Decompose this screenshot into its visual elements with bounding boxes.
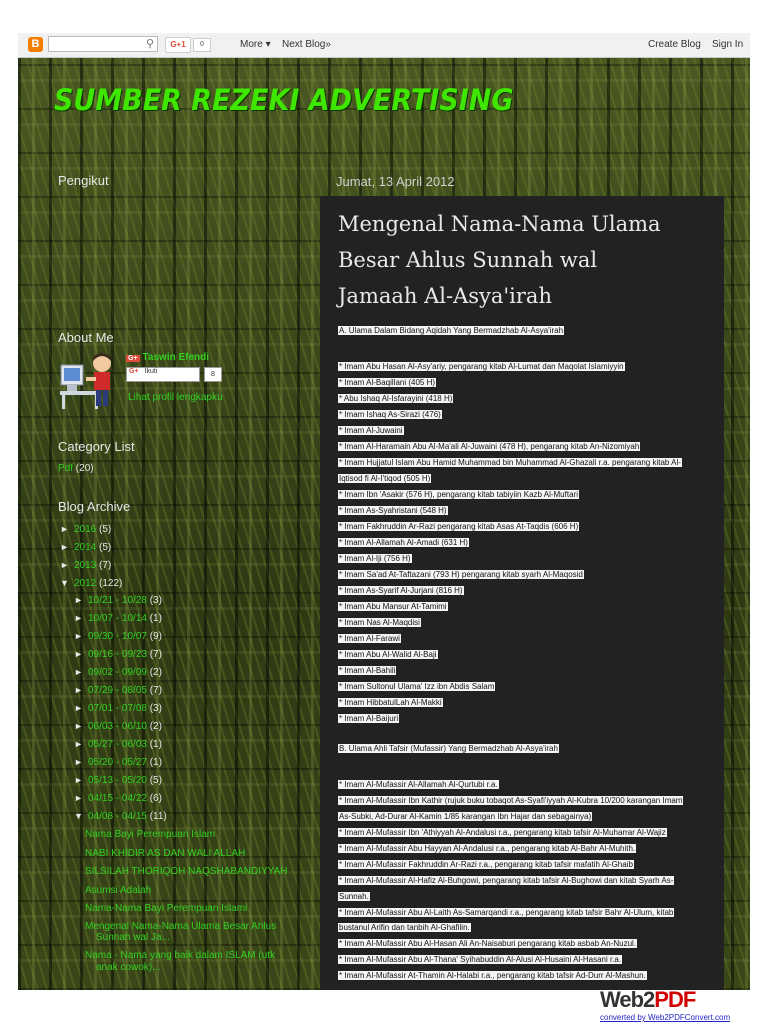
post-title-line: Mengenal Nama-Nama Ulama	[338, 212, 661, 236]
archive-week-link[interactable]: 09/16 - 09/23	[88, 649, 147, 660]
follow-count: 8	[204, 367, 222, 382]
blogger-logo-icon[interactable]: B	[28, 37, 43, 52]
archive-week-count: (7)	[149, 685, 162, 696]
archive-week	[74, 667, 162, 678]
post-container	[320, 196, 724, 990]
post-line	[338, 939, 637, 949]
post-line	[338, 522, 579, 532]
archive-heading: Blog Archive	[58, 499, 131, 514]
post-line	[338, 955, 622, 965]
expand-arrow-icon[interactable]: ►	[74, 595, 83, 605]
next-blog-link[interactable]: Next Blog»	[282, 39, 331, 50]
post-line-text: * Imam Sultonul Ulama' Izz ibn Abdis Salam	[339, 682, 495, 691]
archive-post-link[interactable]: Mengenal Nama-Nama Ulama Besar Ahlus	[85, 921, 277, 932]
archive-week-count: (2)	[149, 721, 162, 732]
archive-week	[74, 649, 162, 660]
post-line-text: * Imam Ishaq As-Sirazi (476)	[339, 410, 441, 419]
post-line-text: bustanul Arifin dan tanbih Al-Ghafilin.	[339, 923, 470, 932]
archive-week-count: (1)	[149, 613, 162, 624]
post-line-text: * Imam Al-Mufassir Abu Al-Laith As-Samarqandi r.a., pengarang kitab tafsir Bahr Al-Ulum, kitab	[339, 908, 674, 917]
post-line	[338, 698, 443, 708]
post-line-text: * Imam Nas Al-Maqdisi	[339, 618, 420, 627]
post-line	[338, 442, 640, 452]
archive-year-link[interactable]: 2013	[74, 560, 97, 571]
archive-post-link[interactable]: Nama Bayi Perempuan Islam	[85, 829, 216, 840]
post-line-text: * Imam Al-Mufassir Ibn 'Athiyyah Al-Andalusi r.a., pengarang kitab tafsir Al-Muharrar Al-Wajiz	[339, 828, 666, 837]
post-line-text: * Imam Al-Baijuri	[339, 714, 399, 723]
archive-week-link[interactable]: 06/03 - 06/10	[88, 721, 147, 732]
post-line	[338, 796, 683, 806]
archive-week-link[interactable]: 04/15 - 04/22	[88, 793, 147, 804]
post-line-text: * Imam Al-Farawi	[339, 634, 400, 643]
post-line	[338, 744, 559, 754]
archive-post-link-cont[interactable]: anak cowok)...	[96, 962, 161, 973]
web2pdf-watermark[interactable]	[600, 987, 730, 1022]
post-line	[338, 876, 674, 886]
sign-in-link[interactable]: Sign In	[712, 39, 744, 50]
archive-year-link[interactable]: 2012	[74, 578, 97, 589]
expand-arrow-icon[interactable]: ►	[74, 775, 83, 785]
archive-year-link[interactable]: 2014	[74, 542, 97, 553]
archive-week-count: (1)	[149, 739, 162, 750]
post-line	[338, 474, 431, 484]
archive-week-link[interactable]: 05/20 - 05/27	[88, 757, 147, 768]
archive-week-link[interactable]: 05/27 - 06/03	[88, 739, 147, 750]
archive-week-count: (7)	[149, 649, 162, 660]
post-line	[338, 362, 625, 372]
follow-button[interactable]	[126, 367, 200, 382]
chevron-down-icon: ▾	[265, 39, 271, 50]
post-line-text: * Imam Al-Mufassir Abu Hayyan Al-Andalusi r.a., pengarang kitab Al-Bahr Al-Muhith.	[339, 844, 636, 853]
post-line-text: * Imam As-Syahristani (548 H)	[339, 506, 447, 515]
post-line	[338, 570, 584, 580]
archive-post-link[interactable]: NABI KHIDIR AS DAN WALI ALLAH	[85, 848, 246, 859]
post-line-text: * Abu Ishaq Al-Isfarayini (418 H)	[339, 394, 453, 403]
archive-week-count: (2)	[149, 667, 162, 678]
post-line	[338, 780, 499, 790]
archive-week	[74, 793, 162, 804]
archive-post-link[interactable]: Nama - Nama yang baik dalam ISLAM (utk	[85, 950, 276, 961]
archive-week-link[interactable]: 05/13 - 05/20	[88, 775, 147, 786]
post-line	[338, 326, 564, 336]
expand-arrow-icon[interactable]: ►	[60, 542, 69, 552]
web2pdf-logo	[600, 987, 730, 1013]
blog-search-input[interactable]	[48, 36, 158, 52]
post-line	[338, 394, 453, 404]
archive-week	[74, 685, 162, 696]
post-line-text: * Imam Ibn 'Asakir (576 H), pengarang kitab tabiyiin Kazb Al-Muftari	[339, 490, 578, 499]
archive-week	[74, 757, 162, 768]
post-line-text: * Imam Al-Mufassir Al-Allamah Al-Qurtubi r.a.	[339, 780, 498, 789]
archive-year	[60, 524, 111, 535]
post-line-text: * Imam Al-Baqillani (405 H)	[339, 378, 436, 387]
post-line-text: * Imam Al-Iji (756 H)	[339, 554, 411, 563]
gplus-count: 0	[193, 38, 211, 52]
web2pdf-logo-b: PDF	[654, 987, 696, 1012]
archive-year-count: (5)	[99, 524, 112, 535]
archive-week	[74, 811, 167, 822]
archive-week	[74, 613, 162, 624]
post-line	[338, 634, 401, 644]
post-line	[338, 682, 495, 692]
post-title[interactable]	[338, 206, 718, 314]
search-icon[interactable]: ⚲	[146, 38, 155, 50]
archive-week-count: (11)	[149, 811, 167, 822]
expand-arrow-icon[interactable]: ►	[74, 739, 83, 749]
post-line	[338, 554, 412, 564]
post-line	[338, 812, 592, 822]
expand-arrow-icon[interactable]: ►	[74, 649, 83, 659]
post-line-text: * Imam Abu Mansur At-Tamimi	[339, 602, 447, 611]
archive-week	[74, 595, 162, 606]
post-title-line: Jamaah Al-Asya'irah	[338, 284, 552, 308]
collapse-arrow-icon[interactable]: ▼	[74, 811, 83, 821]
web2pdf-link[interactable]: converted by Web2PDFConvert.com	[600, 1013, 731, 1022]
post-line	[338, 586, 464, 596]
post-line-text: * Imam Abu Hasan Al-Asy'ariy, pengarang kitab Al-Lumat dan Maqolat Islamiyyin	[339, 362, 624, 371]
post-line	[338, 971, 647, 981]
profile-name[interactable]	[126, 352, 209, 363]
expand-arrow-icon[interactable]: ►	[60, 560, 69, 570]
post-line	[338, 378, 436, 388]
profile-name-text: Taswin Efendi	[142, 352, 210, 363]
expand-arrow-icon[interactable]: ►	[74, 757, 83, 767]
post-line	[338, 538, 469, 548]
post-line	[338, 458, 682, 468]
post-line	[338, 506, 448, 516]
post-line-text: * Imam Al-Mufassir At-Thamin Al-Halabi r.a., pengarang kitab tafsir Ad-Durr Al-Mashun.	[339, 971, 646, 980]
post-line	[338, 714, 399, 724]
category-count: (20)	[75, 463, 94, 474]
blog-title[interactable]: SUMBER REZEKI ADVERTISING	[54, 83, 514, 117]
category-heading: Category List	[58, 439, 135, 454]
archive-post-link[interactable]: Nama-Nama Bayi Perempuan Islami	[85, 903, 248, 914]
post-line	[338, 828, 667, 838]
post-line-text: * Imam Al-Mufassir Fakhruddin Ar-Razi r.a., pengarang kitab tafsir mafatih Al-Ghaib	[339, 860, 633, 869]
collapse-arrow-icon[interactable]: ▼	[60, 578, 69, 588]
gplus-small-icon: G+	[129, 368, 139, 375]
expand-arrow-icon[interactable]: ►	[74, 703, 83, 713]
post-line-text: B. Ulama Ahli Tafsir (Mufassir) Yang Bermadzhab Al-Asya'irah	[339, 744, 558, 753]
post-line-text: * Imam Al-Allamah Al-Amadi (631 H)	[339, 538, 468, 547]
archive-week-link[interactable]: 09/02 - 09/09	[88, 667, 147, 678]
post-line	[338, 666, 396, 676]
post-line-text: * Imam Hujjatul Islam Abu Hamid Muhammad bin Muhammad Al-Ghazali r.a. pengarang kitab Al-	[339, 458, 681, 467]
about-heading: About Me	[58, 330, 114, 345]
archive-week-link[interactable]: 10/21 - 10/28	[88, 595, 147, 606]
post-line	[338, 844, 636, 854]
archive-year	[60, 542, 111, 553]
archive-week-count: (3)	[149, 703, 162, 714]
archive-week-link[interactable]: 09/30 - 10/07	[88, 631, 147, 642]
profile-link[interactable]: Lihat profil lengkapku	[128, 392, 223, 403]
archive-year-count: (5)	[99, 542, 112, 553]
expand-arrow-icon[interactable]: ►	[74, 685, 83, 695]
archive-week-link[interactable]: 10/07 - 10/14	[88, 613, 147, 624]
archive-week-count: (3)	[149, 595, 162, 606]
post-title-line: Besar Ahlus Sunnah wal	[338, 248, 598, 272]
profile-avatar[interactable]	[58, 351, 120, 413]
archive-post-link[interactable]: SILSILAH THORIQOH NAQSHABANDIYYAH	[85, 866, 288, 877]
post-line	[338, 410, 442, 420]
post-line-text: * Imam Fakhruddin Ar-Razi pengarang kitab Asas At-Taqdis (606 H)	[339, 522, 579, 531]
expand-arrow-icon[interactable]: ►	[74, 613, 83, 623]
web2pdf-logo-a: Web2	[600, 987, 655, 1012]
archive-week	[74, 631, 162, 642]
post-line	[338, 908, 674, 918]
expand-arrow-icon[interactable]: ►	[74, 667, 83, 677]
post-line	[338, 923, 471, 933]
archive-week	[74, 721, 162, 732]
more-menu[interactable]	[240, 39, 271, 50]
post-line-text: * Imam Al-Juwaini	[339, 426, 403, 435]
gplus-button[interactable]: G+1	[165, 37, 191, 53]
category-link[interactable]: Pdf	[58, 463, 74, 474]
post-line	[338, 618, 421, 628]
archive-week	[74, 775, 162, 786]
category-item	[58, 463, 94, 474]
archive-post-link[interactable]: Asumsi Adalah	[85, 885, 152, 896]
post-line	[338, 490, 579, 500]
post-line	[338, 892, 370, 902]
post-line-text: * Imam Al-Mufassir Abu Al-Hasan Ali An-Naisaburi pengarang kitab asbab An-Nuzul.	[339, 939, 637, 948]
archive-week-link[interactable]: 04/08 - 04/15	[88, 811, 147, 822]
archive-week	[74, 739, 162, 750]
post-line-text: Iqtisod fi Al-I'tiqod (505 H)	[339, 474, 431, 483]
archive-year-count: (7)	[99, 560, 112, 571]
archive-week	[74, 703, 162, 714]
more-label: More	[240, 39, 263, 50]
blog-page	[18, 33, 750, 990]
archive-year	[60, 560, 111, 571]
create-blog-link[interactable]: Create Blog	[648, 39, 701, 50]
post-line-text: A. Ulama Dalam Bidang Aqidah Yang Bermadzhab Al-Asya'irah	[339, 326, 564, 335]
archive-year	[60, 578, 122, 589]
archive-week-link[interactable]: 07/29 - 08/05	[88, 685, 147, 696]
post-line-text: * Imam Sa'ad At-Taftazani (793 H) pengarang kitab syarh Al-Maqosid	[339, 570, 583, 579]
archive-week-link[interactable]: 07/01 - 07/08	[88, 703, 147, 714]
archive-week-count: (5)	[149, 775, 162, 786]
post-line	[338, 426, 404, 436]
post-line	[338, 860, 634, 870]
post-line-text: * Imam HibbatulLah Al-Makki	[339, 698, 442, 707]
followers-heading: Pengikut	[58, 173, 109, 188]
post-line-text: * Imam As-Syarif Al-Jurjani (816 H)	[339, 586, 463, 595]
post-line-text: * Imam Al-Mufassir Al-Hafiz Al-Buhgowi, pengarang kitab tafsir Al-Bughowi dan kitab Syarh As-	[339, 876, 674, 885]
expand-arrow-icon[interactable]: ►	[74, 631, 83, 641]
post-line-text: * Imam Al-Haramain Abu Al-Ma'ali Al-Juwaini (478 H), pengarang kitab An-Nizomiyah	[339, 442, 640, 451]
post-line-text: * Imam Abu Al-Walid Al-Baji	[339, 650, 437, 659]
post-line-text: * Imam Al-Mufassir Ibn Kathir (rujuk buku tobaqot As-Syafi'iyyah Al-Kubra 10/200 karangan Imam	[339, 796, 683, 805]
blogger-navbar	[18, 33, 750, 58]
archive-year-count: (122)	[99, 578, 123, 589]
post-date: Jumat, 13 April 2012	[336, 174, 455, 189]
expand-arrow-icon[interactable]: ►	[60, 524, 69, 534]
post-line-text: Sunnah.	[339, 892, 369, 901]
archive-week-count: (1)	[149, 757, 162, 768]
expand-arrow-icon[interactable]: ►	[74, 721, 83, 731]
archive-post-link-cont[interactable]: Sunnah wal Ja...	[96, 932, 170, 943]
expand-arrow-icon[interactable]: ►	[74, 793, 83, 803]
archive-year-link[interactable]: 2016	[74, 524, 97, 535]
post-line-text: * Imam Al-Bahili	[339, 666, 396, 675]
archive-week-count: (6)	[149, 793, 162, 804]
post-line	[338, 650, 438, 660]
post-line-text: * Imam Al-Mufassir Abu Al-Thana' Syihabuddin Al-Alusi Al-Husaini Al-Hasani r.a.	[339, 955, 622, 964]
follow-label: Ikuti	[144, 368, 158, 375]
gplus-profile-icon: G+	[128, 355, 138, 362]
post-line-text: As-Subki, Ad-Durar Al-Kamin 1/85 karangan Ibn Hajar dan sebagainya)	[339, 812, 592, 821]
archive-week-count: (9)	[149, 631, 162, 642]
post-line	[338, 602, 448, 612]
